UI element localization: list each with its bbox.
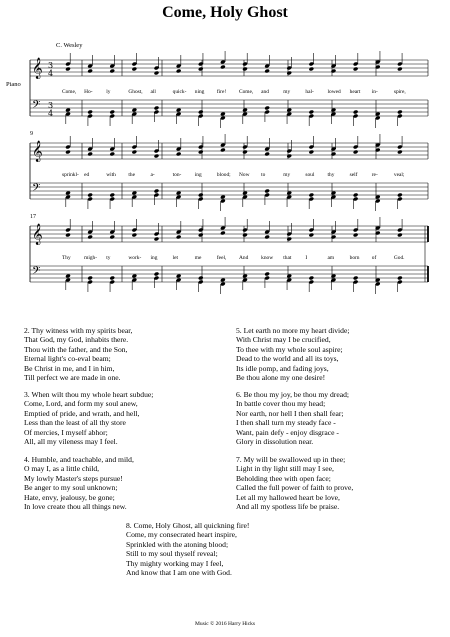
- note-head: [220, 231, 226, 236]
- note-head: [176, 235, 182, 240]
- note-head: [242, 191, 248, 196]
- note-head: [264, 189, 270, 194]
- verse-line: I then shall turn my steady face -: [236, 418, 336, 428]
- lyric-syllable: sprinkl-: [62, 172, 79, 178]
- note-head: [87, 152, 93, 157]
- lyric-syllable: ly: [106, 89, 111, 95]
- lyric-syllable: lowed: [327, 89, 341, 95]
- note-head: [132, 191, 138, 196]
- note-head: [264, 69, 270, 74]
- note-head: [242, 67, 248, 72]
- verse-line: Thy mighty working may I feel,: [126, 558, 224, 568]
- verse-line: 6. Be thou my joy, be thou my dread;: [236, 390, 349, 399]
- copyright-footer: Music © 2016 Harry Hicks: [194, 621, 256, 627]
- verse-4: [24, 455, 134, 512]
- note-head: [132, 274, 138, 279]
- bass-clef: 𝄢: [32, 99, 41, 114]
- lyric-syllable: fire!: [216, 89, 227, 95]
- instrument-label: Piano: [6, 81, 21, 88]
- note-head: [65, 233, 71, 238]
- verse-line: Thou with the father, and the Son,: [24, 344, 128, 354]
- lyric-syllable: veal;: [393, 172, 405, 178]
- lyric-syllable: and: [261, 89, 269, 95]
- note-head: [397, 110, 403, 115]
- verse-line: To thee with my whole soul aspire;: [236, 344, 343, 354]
- lyric-syllable: Come,: [62, 89, 77, 95]
- note-head: [87, 110, 93, 115]
- lyric-syllable: ing: [150, 255, 158, 261]
- lyric-syllable: to: [261, 172, 266, 178]
- bar-number: 9: [30, 131, 33, 137]
- note-head: [331, 191, 337, 196]
- note-head: [132, 67, 138, 72]
- lyric-syllable: am: [327, 255, 335, 261]
- lyric-syllable: let: [172, 255, 179, 261]
- verse-line: Still to my soul thyself reveal;: [126, 549, 218, 559]
- verse-line: Beholding thee with open face;: [236, 473, 331, 483]
- lyric-syllable: Now: [239, 172, 250, 178]
- lyric-syllable: hal-: [305, 89, 314, 95]
- verse-line: 7. My will be swallowed up in thee;: [236, 455, 346, 464]
- verse-line: Called the full power of faith to prove,: [236, 483, 354, 493]
- bass-clef: 𝄢: [32, 265, 41, 280]
- note-head: [353, 276, 359, 281]
- verse-7: [236, 455, 353, 512]
- treble-clef: 𝄞: [32, 58, 43, 79]
- note-head: [65, 274, 71, 279]
- note-head: [286, 108, 292, 113]
- note-head: [154, 189, 160, 194]
- verse-line: Dead to the world and all its toys,: [236, 354, 339, 364]
- lyric-syllable: Ho-: [84, 89, 93, 95]
- lyric-syllable: soul: [305, 172, 315, 178]
- verse-line: Till perfect we are made in one.: [24, 373, 121, 383]
- verse-line: 8. Come, Holy Ghost, all quickning fire!: [126, 521, 250, 530]
- note-head: [65, 67, 71, 72]
- verse-line: That God, my God, inhabits there.: [24, 335, 129, 345]
- note-head: [397, 150, 403, 155]
- note-head: [397, 193, 403, 198]
- verse-line: Glory in dissolution near.: [236, 437, 314, 447]
- verse-line: Its idle pomp, and fading joys,: [236, 363, 329, 373]
- verse-line: My lowly Master's steps pursue!: [24, 473, 123, 483]
- note-head: [176, 69, 182, 74]
- lyric-syllable: ty: [106, 255, 111, 261]
- note-head: [87, 235, 93, 240]
- note-head: [109, 69, 115, 74]
- note-head: [353, 150, 359, 155]
- note-head: [397, 276, 403, 281]
- note-head: [331, 274, 337, 279]
- note-head: [109, 193, 115, 198]
- time-signature: 3: [48, 101, 54, 110]
- verse-line: With Christ may I be crucified,: [236, 335, 331, 345]
- bass-clef: 𝄢: [32, 182, 41, 197]
- lyric-syllable: work-: [128, 255, 142, 261]
- lyric-syllable: I: [305, 255, 308, 261]
- note-head: [220, 112, 226, 117]
- note-head: [331, 69, 337, 74]
- verse-3: [24, 390, 153, 447]
- lyric-syllable: self: [349, 172, 358, 178]
- note-head: [132, 150, 138, 155]
- note-head: [286, 274, 292, 279]
- lyric-syllable: ing: [194, 172, 202, 178]
- note-head: [154, 272, 160, 277]
- note-head: [87, 69, 93, 74]
- note-head: [176, 191, 182, 196]
- treble-clef: 𝄞: [32, 141, 43, 162]
- lyric-syllable: me: [194, 255, 202, 261]
- lyric-syllable: And: [239, 255, 249, 261]
- note-head: [154, 237, 160, 242]
- verse-line: O may I, as a little child,: [24, 464, 100, 474]
- bar-number: 17: [30, 214, 36, 220]
- lyric-syllable: my: [283, 172, 291, 178]
- note-head: [176, 152, 182, 157]
- note-head: [397, 233, 403, 238]
- time-signature: 4: [48, 109, 54, 118]
- lyric-syllable: with: [106, 172, 116, 178]
- lyric-syllable: Come,: [239, 89, 254, 95]
- lyric-syllable: ed: [84, 172, 90, 178]
- note-head: [309, 233, 315, 238]
- note-head: [264, 235, 270, 240]
- verse-5: [236, 326, 349, 383]
- lyric-syllable: Thy: [62, 255, 71, 261]
- verse-line: Of mercies, I myself abhor;: [24, 427, 108, 437]
- note-head: [309, 276, 315, 281]
- note-head: [65, 150, 71, 155]
- note-head: [220, 278, 226, 283]
- note-head: [331, 152, 337, 157]
- note-head: [198, 110, 204, 115]
- note-head: [132, 233, 138, 238]
- verse-line: In love create thou all things new.: [24, 502, 127, 512]
- lyric-syllable: ning: [194, 89, 205, 95]
- note-head: [154, 71, 160, 76]
- verse-line: Nor earth, nor hell I then shall fear;: [236, 408, 344, 418]
- note-head: [65, 191, 71, 196]
- note-head: [353, 67, 359, 72]
- verse-line: 5. Let earth no more my heart divide;: [236, 326, 350, 335]
- note-head: [132, 108, 138, 113]
- lyric-syllable: migh-: [84, 255, 98, 261]
- lyric-syllable: the: [128, 172, 135, 178]
- verse-line: Let all my hallowed heart be love,: [236, 492, 340, 502]
- verse-line: Light in thy light still may I see,: [236, 464, 334, 474]
- note-head: [198, 233, 204, 238]
- verse-line: In battle cover thou my head;: [236, 399, 326, 409]
- note-head: [109, 110, 115, 115]
- verse-line: Be Christ in me, and I in him,: [24, 363, 115, 373]
- note-head: [198, 150, 204, 155]
- lyric-syllable: re-: [371, 172, 378, 178]
- note-head: [286, 191, 292, 196]
- note-head: [353, 110, 359, 115]
- note-head: [198, 193, 204, 198]
- lyric-syllable: heart: [349, 89, 361, 95]
- note-head: [109, 235, 115, 240]
- note-head: [331, 108, 337, 113]
- lyric-syllable: Ghost,: [128, 89, 143, 95]
- note-head: [309, 67, 315, 72]
- time-signature: 4: [48, 69, 54, 78]
- verse-line: Be thou alone my one desire!: [236, 373, 326, 383]
- note-head: [309, 150, 315, 155]
- verse-line: Come, Lord, and form my soul anew,: [24, 399, 138, 409]
- lyric-syllable: born: [349, 255, 360, 261]
- note-head: [87, 276, 93, 281]
- note-head: [286, 154, 292, 159]
- verse-line: Sprinkled with the atoning blood;: [126, 539, 229, 549]
- note-head: [220, 148, 226, 153]
- treble-clef: 𝄞: [32, 224, 43, 245]
- verse-line: 2. Thy witness with my spirits bear,: [24, 326, 133, 335]
- note-head: [264, 152, 270, 157]
- lyric-syllable: know: [261, 255, 274, 261]
- note-head: [286, 71, 292, 76]
- note-head: [198, 67, 204, 72]
- lyric-syllable: all: [150, 89, 156, 95]
- lyric-syllable: in-: [371, 89, 378, 95]
- lyric-syllable: of: [371, 255, 377, 261]
- note-head: [286, 237, 292, 242]
- lyric-syllable: ton-: [172, 172, 182, 178]
- note-head: [309, 110, 315, 115]
- page-title: Come, Holy Ghost: [162, 4, 288, 21]
- note-head: [220, 195, 226, 200]
- composer-credit: C. Wesley: [56, 42, 83, 49]
- lyric-syllable: thy: [327, 172, 335, 178]
- note-head: [264, 272, 270, 277]
- note-head: [220, 65, 226, 70]
- note-head: [176, 108, 182, 113]
- note-head: [397, 67, 403, 72]
- note-head: [353, 193, 359, 198]
- note-head: [331, 235, 337, 240]
- lyric-syllable: blood;: [216, 172, 231, 178]
- verse-6: [236, 390, 349, 447]
- verse-line: Come, my consecrated heart inspire,: [126, 530, 237, 540]
- lyric-syllable: that: [283, 255, 292, 261]
- note-head: [176, 274, 182, 279]
- verse-line: Emptied of pride, and wrath, and hell,: [24, 408, 140, 418]
- note-head: [154, 154, 160, 159]
- verse-line: Hate, envy, jealousy, be gone;: [24, 492, 115, 502]
- note-head: [87, 193, 93, 198]
- note-head: [109, 276, 115, 281]
- verse-line: Be anger to my soul unknown;: [24, 483, 118, 493]
- verse-line: And know that I am one with God.: [126, 568, 232, 578]
- lyric-syllable: quick-: [172, 89, 187, 95]
- note-head: [242, 233, 248, 238]
- note-head: [65, 108, 71, 113]
- verse-line: Want, pain defy - enjoy disgrace -: [236, 427, 339, 437]
- note-head: [154, 106, 160, 111]
- verse-line: Eternal light's co-eval beam;: [24, 354, 111, 364]
- note-head: [242, 150, 248, 155]
- verse-line: 4. Humble, and teachable, and mild,: [24, 455, 134, 464]
- lyric-syllable: feel,: [216, 255, 227, 261]
- note-head: [242, 108, 248, 113]
- verse-line: All, all my vileness may I feel.: [24, 437, 118, 447]
- note-head: [353, 233, 359, 238]
- verse-8: [126, 521, 249, 578]
- lyric-syllable: God.: [393, 255, 405, 261]
- verse-line: Less than the least of all thy store: [24, 418, 126, 428]
- note-head: [198, 276, 204, 281]
- note-head: [264, 106, 270, 111]
- lyric-syllable: a-: [150, 172, 155, 178]
- time-signature: 3: [48, 61, 54, 70]
- note-head: [309, 193, 315, 198]
- note-head: [242, 274, 248, 279]
- verse-line: 3. When wilt thou my whole heart subdue;: [24, 390, 154, 399]
- verse-line: And all my spotless life be praise.: [236, 502, 340, 512]
- note-head: [109, 152, 115, 157]
- verse-2: [24, 326, 132, 383]
- lyric-syllable: my: [283, 89, 291, 95]
- lyric-syllable: spire,: [393, 89, 406, 95]
